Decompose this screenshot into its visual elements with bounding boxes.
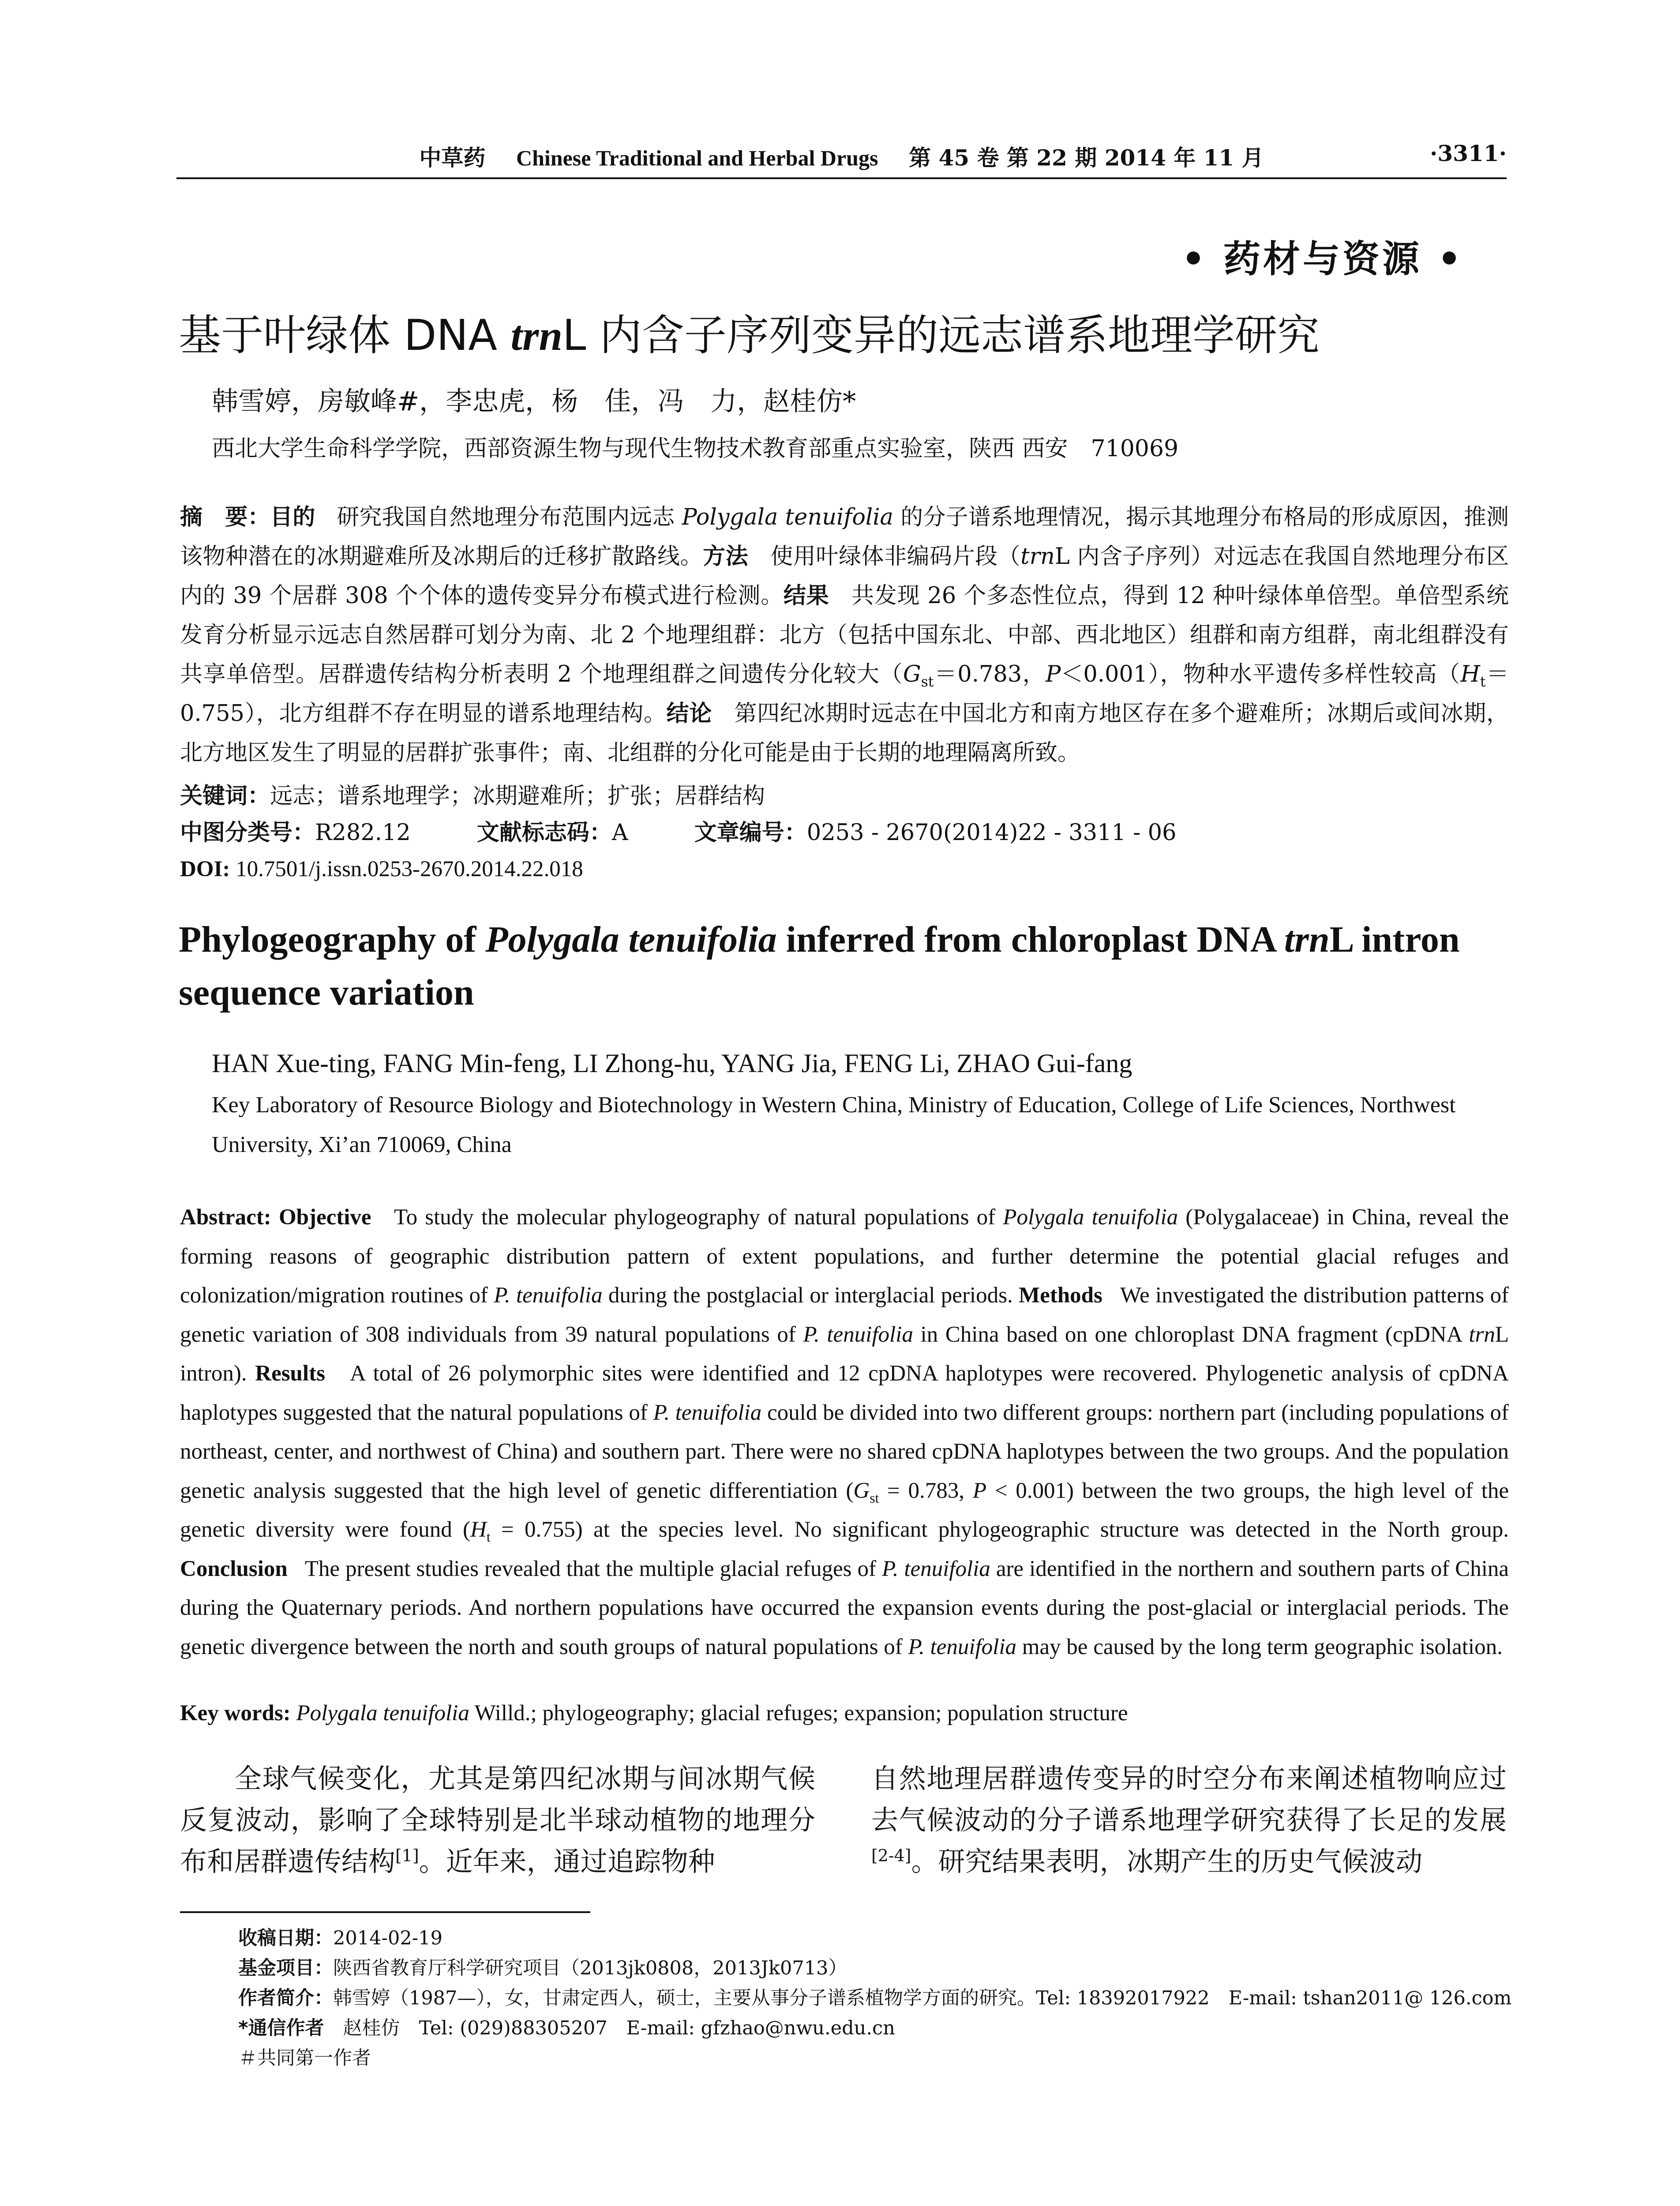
footnote-bio bbox=[238, 1985, 1511, 2012]
cn-species: Polygala tenuifolia bbox=[682, 504, 893, 530]
citation-ref-1: [1] bbox=[395, 1846, 419, 1865]
en-con-c: may be caused by the long term geographic isolation. bbox=[1016, 1634, 1503, 1659]
en-meth-sp: P. tenuifolia bbox=[803, 1322, 913, 1347]
en-res-d: < 0.001) between the two groups, the high level of the genetic diversity were found ( bbox=[180, 1478, 1509, 1542]
doi-value: 10.7501/j.issn.0253-2670.2014.22.018 bbox=[230, 857, 583, 882]
en-res-sp: P. tenuifolia bbox=[653, 1400, 762, 1425]
cn-results-c: ＜0.001），物种水平遗传多样性较高（ bbox=[1061, 661, 1461, 687]
cn-objective-a: 研究我国自然地理分布范围内远志 bbox=[337, 504, 682, 530]
cn-title-part2: L 内含子序列变异的远志谱系地理学研究 bbox=[562, 311, 1320, 360]
clc-label: 中图分类号： bbox=[180, 820, 315, 846]
footnote-received bbox=[238, 1925, 442, 1952]
cn-results-g: G bbox=[903, 661, 921, 687]
en-affiliation: Key Laboratory of Resource Biology and Biotechnology in Western China, Ministry of Education, College of Life Sciences, Northwest University, Xi’an 710069, China bbox=[212, 1092, 1456, 1157]
page-number: ·3311· bbox=[1430, 140, 1507, 166]
cn-methods-label: 方法 bbox=[703, 544, 749, 570]
body-left-b: 。近年来，通过追踪物种 bbox=[419, 1846, 715, 1877]
footnote-cofirst: ＃共同第一作者 bbox=[238, 2047, 371, 2069]
en-con-sp1: P. tenuifolia bbox=[881, 1556, 990, 1581]
en-res-g: G bbox=[853, 1478, 870, 1503]
en-obj-a: To study the molecular phylogeography of natural populations of bbox=[394, 1205, 1003, 1230]
doc-code-value: A bbox=[611, 820, 628, 846]
en-meth-b: in China based on one chloroplast DNA fragment (cpDNA bbox=[913, 1322, 1469, 1347]
en-methods-label: Methods bbox=[1019, 1283, 1102, 1308]
corr-label: *通信作者 bbox=[238, 2017, 324, 2039]
cn-methods-trn: trn bbox=[1020, 544, 1055, 570]
section-label: • 药材与资源 • bbox=[1181, 237, 1464, 281]
en-con-a: The present studies revealed that the multiple glacial refuges of bbox=[304, 1556, 882, 1581]
en-keywords-label: Key words: bbox=[180, 1701, 291, 1726]
en-title-b: inferred from chloroplast DNA bbox=[776, 919, 1284, 960]
en-objective-label: Objective bbox=[278, 1205, 371, 1230]
cn-methods-a: 使用叶绿体非编码片段（ bbox=[770, 544, 1021, 570]
en-title-trn: trn bbox=[1284, 919, 1330, 960]
body-right-b: 。研究结果表明，冰期产生的历史气候波动 bbox=[911, 1846, 1423, 1877]
doi bbox=[180, 854, 583, 885]
cn-title-trn: trn bbox=[510, 312, 562, 359]
en-title-species: Polygala tenuifolia bbox=[485, 919, 777, 960]
en-obj-b: (Polygalaceae) in China, reveal the forming reasons of geographic distribution pattern of extent populations, and further determine the potential glacial refuges and colonization/migration routines of bbox=[180, 1205, 1509, 1308]
article-no-label: 文章编号： bbox=[694, 820, 807, 846]
cn-keywords-text: 远志；谱系地理学；冰期避难所；扩张；居群结构 bbox=[270, 783, 765, 809]
cn-results-a: 共发现 26 个多态性位点，得到 12 种叶绿体单倍型。单倍型系统发育分析显示远志自然居群可划分为南、北 2 个地理组群：北方（包括中国东北、中部、西北地区）组群和南方组群，南北组群没有共享单倍型。居群遗传结构分析表明 2 个地理组群之间遗传分化较大（ bbox=[180, 583, 1509, 687]
cn-results-d: ＝0.755），北方组群不存在明显的谱系地理结构。 bbox=[180, 661, 1509, 727]
cn-results-st: st bbox=[921, 674, 934, 690]
en-obj-c: during the postglacial or interglacial periods. bbox=[602, 1283, 1013, 1308]
en-obj-sp2: P. tenuifolia bbox=[494, 1283, 603, 1308]
en-res-c: = 0.783, bbox=[879, 1478, 973, 1503]
body-right-a: 自然地理居群遗传变异的时空分布来阐述植物响应过去气候波动的分子谱系地理学研究获得了长足的发展 bbox=[871, 1763, 1507, 1836]
footnote-corresponding bbox=[238, 2015, 895, 2042]
cn-keywords bbox=[180, 781, 765, 812]
en-results-label: Results bbox=[255, 1361, 325, 1386]
en-keywords-species: Polygala tenuifolia bbox=[296, 1701, 469, 1726]
cn-results-b: ＝0.783， bbox=[934, 661, 1046, 687]
journal-en-name: Chinese Traditional and Herbal Drugs bbox=[516, 146, 878, 170]
received-label: 收稿日期： bbox=[238, 1927, 333, 1949]
fund-text: 陕西省教育厅科学研究项目（2013jk0808，2013Jk0713） bbox=[333, 1957, 848, 1979]
en-con-b: are identified in the northern and southern parts of China during the Quaternary periods. And northern populations have occurred the expansion events during the post-glacial or interglacial periods. The genetic divergence between the north and south groups of natural populations of bbox=[180, 1556, 1509, 1659]
body-column-right bbox=[871, 1758, 1507, 1883]
en-meth-trn: trn bbox=[1469, 1322, 1495, 1347]
citation-ref-2-4: [2-4] bbox=[871, 1846, 911, 1865]
en-res-e: = 0.755) at the species level. No significant phylogeographic structure was detected in the North group. bbox=[490, 1517, 1509, 1542]
bio-label: 作者简介： bbox=[238, 1987, 333, 2009]
en-res-h: H bbox=[470, 1517, 487, 1542]
en-title-a: Phylogeography of bbox=[179, 919, 486, 960]
journal-cn-name: 中草药 bbox=[419, 145, 486, 171]
cn-objective-label: 目的 bbox=[270, 504, 315, 530]
en-title bbox=[179, 913, 1511, 1019]
en-res-b: could be divided into two different groups: northern part (including populations of northeast, center, and northwest of China) and southern part. There were no shared cpDNA haplotypes between the two groups. And the population genetic analysis suggested that the high level of genetic differentiation ( bbox=[180, 1400, 1509, 1503]
en-abstract-label: Abstract: bbox=[180, 1205, 271, 1230]
cn-results-t: t bbox=[1480, 674, 1486, 690]
en-authors: HAN Xue-ting, FANG Min-feng, LI Zhong-hu, YANG Jia, FENG Li, ZHAO Gui-fang bbox=[212, 1049, 1132, 1078]
en-con-sp2: P. tenuifolia bbox=[908, 1634, 1016, 1659]
cn-abstract bbox=[180, 498, 1509, 773]
doc-code-label: 文献标志码： bbox=[476, 820, 612, 846]
running-header bbox=[176, 140, 1507, 176]
corr-text: 赵桂仿 Tel: (029)88305207 E-mail: gfzhao@nwu.edu.cn bbox=[324, 2017, 895, 2039]
cn-objective-b: 的分子谱系地理情况，揭示其地理分布格局的形成原因，推测该物种潜在的冰期避难所及冰期后的迁移扩散路线。 bbox=[180, 504, 1509, 570]
article-no-value: 0253 - 2670(2014)22 - 3311 - 06 bbox=[806, 820, 1177, 846]
journal-issue: 第 45 卷 第 22 期 2014 年 11 月 bbox=[909, 145, 1264, 171]
cn-affiliation: 西北大学生命科学学院，西部资源生物与现代生物技术教育部重点实验室，陕西 西安 710069 bbox=[212, 435, 1179, 462]
en-abstract bbox=[180, 1198, 1509, 1666]
cn-keywords-label: 关键词： bbox=[180, 783, 270, 809]
footnote-rule bbox=[180, 1911, 590, 1913]
cn-conclusion: 第四纪冰期时远志在中国北方和南方地区存在多个避难所；冰期后或间冰期，北方地区发生了明显的居群扩张事件；南、北组群的分化可能是由于长期的地理隔离所致。 bbox=[180, 701, 1509, 766]
footnote-fund bbox=[238, 1955, 847, 1982]
en-res-a: A total of 26 polymorphic sites were identified and 12 cpDNA haplotypes were recovered. Phylogenetic analysis of cpDNA haplotypes suggested that the natural populations of bbox=[180, 1361, 1509, 1425]
en-res-p: P bbox=[972, 1478, 986, 1503]
cn-title bbox=[179, 309, 1524, 362]
en-title-c: L intron sequence variation bbox=[179, 919, 1460, 1013]
cn-title-part1: 基于叶绿体 DNA bbox=[179, 311, 511, 360]
en-res-st: st bbox=[870, 1490, 879, 1506]
body-column-left bbox=[180, 1758, 815, 1883]
en-keywords bbox=[180, 1698, 1128, 1729]
cn-classification bbox=[180, 818, 1176, 848]
cn-results-label: 结果 bbox=[783, 583, 829, 609]
en-obj-sp1: Polygala tenuifolia bbox=[1003, 1205, 1178, 1230]
en-conclusion-label: Conclusion bbox=[180, 1556, 288, 1581]
clc-value: R282.12 bbox=[315, 820, 411, 846]
en-meth-a: We investigated the distribution patterns of genetic variation of 308 individuals from 39 natural populations of bbox=[180, 1283, 1509, 1347]
received-date: 2014-02-19 bbox=[333, 1927, 442, 1949]
header-rule bbox=[176, 177, 1507, 179]
cn-conclusion-label: 结论 bbox=[666, 701, 712, 727]
doi-label: DOI: bbox=[180, 857, 230, 882]
cn-results-h: H bbox=[1460, 661, 1480, 687]
cn-methods-b: L 内含子序列）对远志在我国自然地理分布区内的 39 个居群 308 个个体的遗传变异分布模式进行检测。 bbox=[180, 544, 1509, 609]
cn-authors: 韩雪婷，房敏峰#，李忠虎，杨 佳，冯 力，赵桂仿* bbox=[212, 386, 856, 417]
en-res-t: t bbox=[486, 1529, 491, 1545]
bio-text: 韩雪婷（1987—），女，甘肃定西人，硕士，主要从事分子谱系植物学方面的研究。Tel: 18392017922 E-mail: tshan2011@ 126.com bbox=[333, 1987, 1512, 2009]
en-keywords-text: Willd.; phylogeography; glacial refuges; expansion; population structure bbox=[469, 1701, 1128, 1726]
body-left-a: 全球气候变化，尤其是第四纪冰期与间冰期气候反复波动，影响了全球特别是北半球动植物的地理分布和居群遗传结构 bbox=[180, 1763, 815, 1877]
cn-abstract-label: 摘 要： bbox=[180, 504, 270, 530]
en-meth-c: L intron). bbox=[180, 1322, 1509, 1386]
cn-results-p: P bbox=[1046, 661, 1061, 687]
fund-label: 基金项目： bbox=[238, 1957, 333, 1979]
